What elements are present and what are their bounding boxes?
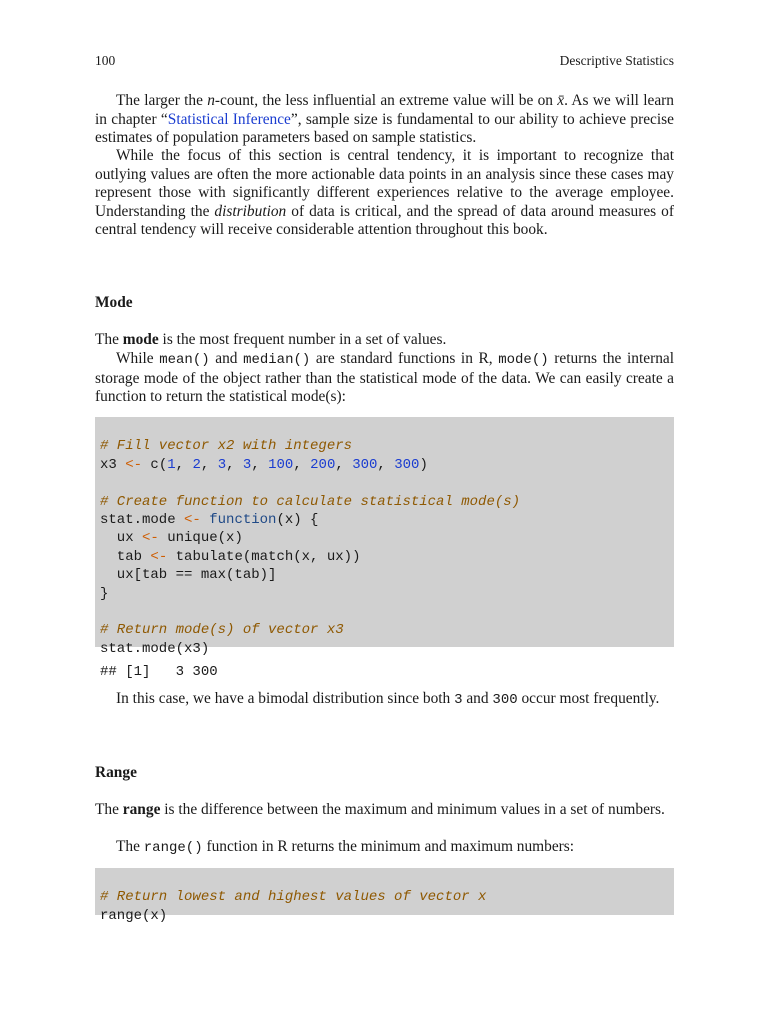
code-line: } — [100, 585, 109, 602]
paragraph-sample-size: The larger the n-count, the less influential an extreme value will be on x̄. As we will learn in chapter “Statistical Inference”, sample size is fundamental to our ability to achieve precise estimates of population parameters based on sample statistics. — [95, 92, 674, 146]
running-header — [95, 53, 674, 71]
paragraph-outliers: While the focus of this section is central tendency, it is important to recognize that outlying values are often the more actionable data points in an analysis since these cases may represent those with significantly different experiences relative to the average employee. Understanding the distribution of data is critical, and the spread of data around measures of central tendency will receive considerable attention throughout this book. — [95, 147, 674, 238]
code-block-mode — [95, 417, 674, 657]
code-line: x3 <- c(1, 2, 3, 3, 100, 200, 300, 300) — [100, 456, 428, 473]
code-line: ux[tab == max(tab)] — [100, 567, 277, 584]
paragraph-range-function: The range() function in R returns the minimum and maximum numbers: — [116, 838, 575, 856]
paragraph-mode-function: While mean() and median() are standard functions in R, mode() returns the internal storage mode of the object rather than the statistical mode of the data. We can easily create a function to return the statistical mode(s): — [95, 350, 674, 405]
statistical-inference-link[interactable]: Statistical Inference — [167, 110, 291, 128]
section-heading-mode: Mode — [95, 294, 133, 311]
section-heading-range: Range — [95, 764, 137, 781]
code-comment: # Return lowest and highest values of vector x — [100, 889, 487, 906]
paragraph-bimodal: In this case, we have a bimodal distribution since both 3 and 300 occur most frequently. — [116, 690, 660, 708]
paragraph-mode-definition: The mode is the most frequent number in a set of values. — [95, 331, 447, 348]
code-line: stat.mode(x3) — [100, 640, 210, 657]
code-comment: # Create function to calculate statistical mode(s) — [100, 493, 521, 510]
code-line: range(x) — [100, 907, 168, 924]
code-comment: # Fill vector x2 with integers — [100, 438, 353, 455]
code-block-range — [95, 868, 674, 924]
code-line: tab <- tabulate(match(x, ux)) — [100, 548, 361, 565]
page-number: 100 — [95, 53, 116, 68]
paragraph-range-definition: The range is the difference between the maximum and minimum values in a set of numbers. — [95, 801, 665, 818]
code-line: ux <- unique(x) — [100, 530, 243, 547]
code-line: stat.mode <- function(x) { — [100, 511, 319, 528]
code-output-mode: ## [1] 3 300 — [100, 664, 218, 680]
code-comment: # Return mode(s) of vector x3 — [100, 622, 344, 639]
running-title: Descriptive Statistics — [559, 53, 674, 68]
